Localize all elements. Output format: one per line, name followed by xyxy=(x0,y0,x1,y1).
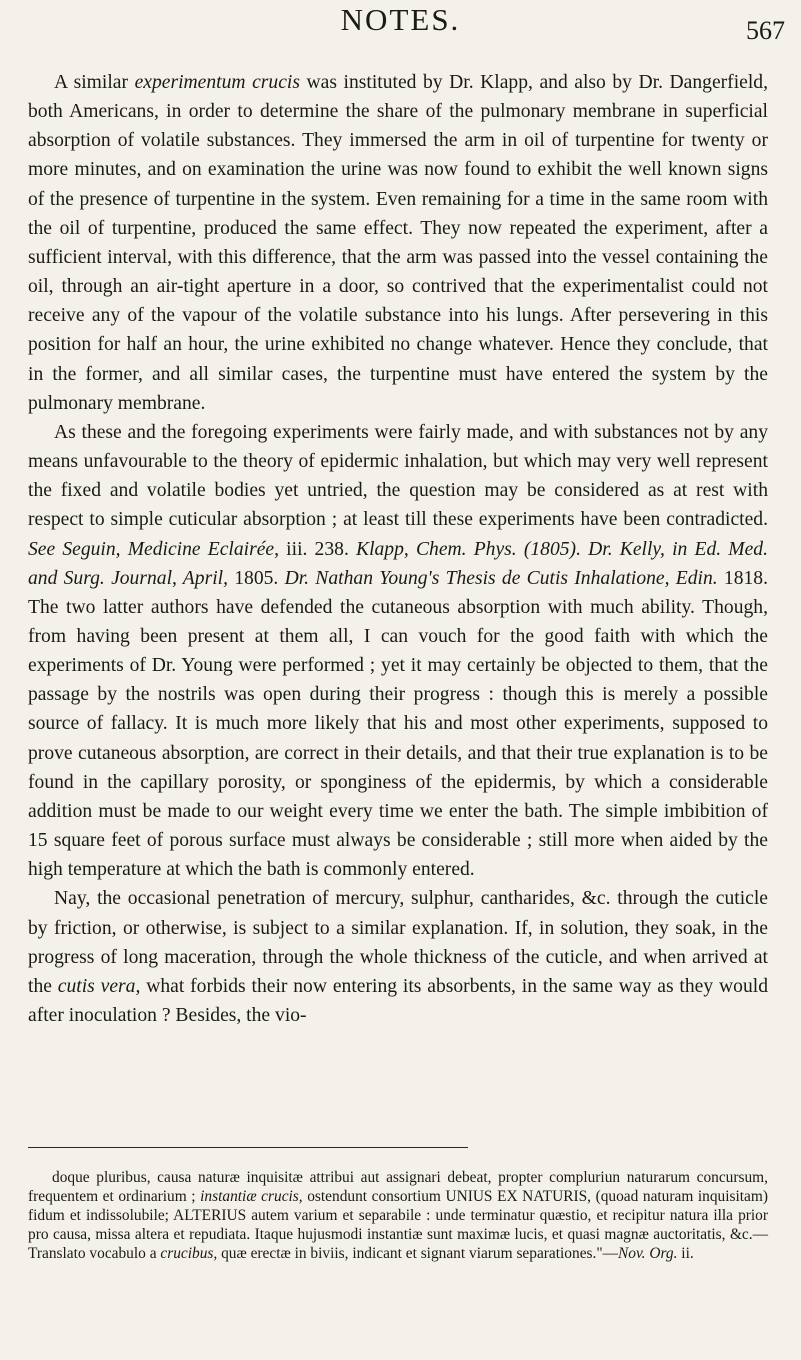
footnote-paragraph xyxy=(28,1168,768,1263)
text-segment: ii. xyxy=(677,1245,694,1263)
text-segment: what forbids their now entering its absorbents, in the same way as they would after inoculation ? Besides, the vio- xyxy=(28,975,769,1026)
italic-segment: experimentum crucis xyxy=(134,72,300,93)
paragraph-2 xyxy=(28,418,768,885)
text-segment: A similar xyxy=(54,72,135,93)
text-segment: 1818. The two latter authors have defended the cutaneous absorption with much ability. Though, from having been present at them all, I can vouch for the good faith with which the experiments of Dr. Young were performed ; yet it may certainly be objected to them, that the passage by the nostrils was open during their progress : though this is merely a possible source of fallacy. It is much more likely that his and most other experiments, supposed to prove cutaneous absorption, are correct in their details, and that their true explanation is to be found in the capillary porosity, or sponginess of the epidermis, by which a considerable addition must be made to our weight every time we enter the bath. The simple imbibition of 15 square feet of porous surface must always be considerable ; still more when aided by the high temperature at which the bath is commonly entered. xyxy=(28,567,769,881)
text-segment: iii. 238. xyxy=(279,538,356,560)
footnote xyxy=(28,1168,768,1263)
italic-segment: instantiæ crucis, xyxy=(200,1188,303,1206)
header-title: NOTES. xyxy=(340,2,461,37)
text-segment: quæ erectæ in biviis, indicant et signant viarum separationes."— xyxy=(217,1245,619,1263)
page-number: 567 xyxy=(746,16,785,45)
text-segment: 1805. xyxy=(227,567,285,589)
text-segment: As these and the foregoing experiments were fairly made, and with substances not by any means unfavourable to the theory of epidermic inhalation, but which may very well represent the fixed and volatile bodies yet untried, the question may be considered as at rest with respect to simple cuticular absorption ; at least till these experiments have been contradicted. xyxy=(28,421,768,531)
running-header xyxy=(0,2,801,46)
text-segment: Nay, the occasional penetration of mercury, sulphur, cantharides, &c. through the cuticle by friction, or otherwise, is subject to a similar explanation. If, in solution, they soak, in the progress of long maceration, through the whole thickness of the cuticle, and when arrived at the xyxy=(28,888,768,997)
paragraph-3 xyxy=(28,884,768,1030)
paragraph-1 xyxy=(28,68,768,418)
italic-segment: Dr. Nathan Young's Thesis de Cutis Inhalatione, Edin. xyxy=(284,567,718,589)
italic-segment: Nov. Org. xyxy=(618,1245,678,1263)
text-segment: doque pluribus, causa naturæ inquisitæ attribui aut assignari debeat, propter compluriun naturarum concursum, frequentem et ordinarium ; xyxy=(28,1169,768,1206)
italic-segment: crucibus, xyxy=(160,1245,218,1263)
main-text xyxy=(28,68,768,1030)
text-segment: was instituted by Dr. Klapp, and also by Dr. Dangerfield, both Americans, in order to determine the share of the pulmonary membrane in superficial absorption of volatile substances. They immersed the arm in oil of turpentine for twenty or more minutes, and on examination the urine was now found to exhibit the well known signs of the presence of turpentine in the system. Even remaining for a time in the same room with the oil of turpentine, produced the same effect. They now repeated the experiment, after a sufficient interval, with this difference, that the arm was passed into the vessel containing the oil, through an air-tight aperture in a door, so contrived that the experimentalist could not receive any of the vapour of the volatile substance into his lungs. After persevering in this position for half an hour, the urine exhibited no change whatever. Hence they conclude, that in the former, and all similar cases, the turpentine must have entered the system by the pulmonary membrane. xyxy=(28,72,768,414)
footnote-divider xyxy=(28,1147,468,1148)
italic-segment: cutis vera, xyxy=(57,975,141,997)
italic-segment: See Seguin, Medicine Eclairée, xyxy=(28,538,280,560)
text-segment: ostendunt consortium UNIUS EX NATURIS, (quoad naturam inquisitam) fidum et indissolubile; ALTERIUS autem varium et separabile : unde terminatur quæstio, et recipitur natura illa prior pro causa, missa altera et repudiata. Itaque hujusmodi instantiæ sunt maximæ lucis, et quasi magnæ auctoritatis, &c.—Translato vocabulo a xyxy=(28,1188,768,1263)
italic-segment: Klapp, Chem. Phys. (1805). Dr. Kelly, in Ed. Med. and Surg. Journal, April, xyxy=(28,538,768,589)
